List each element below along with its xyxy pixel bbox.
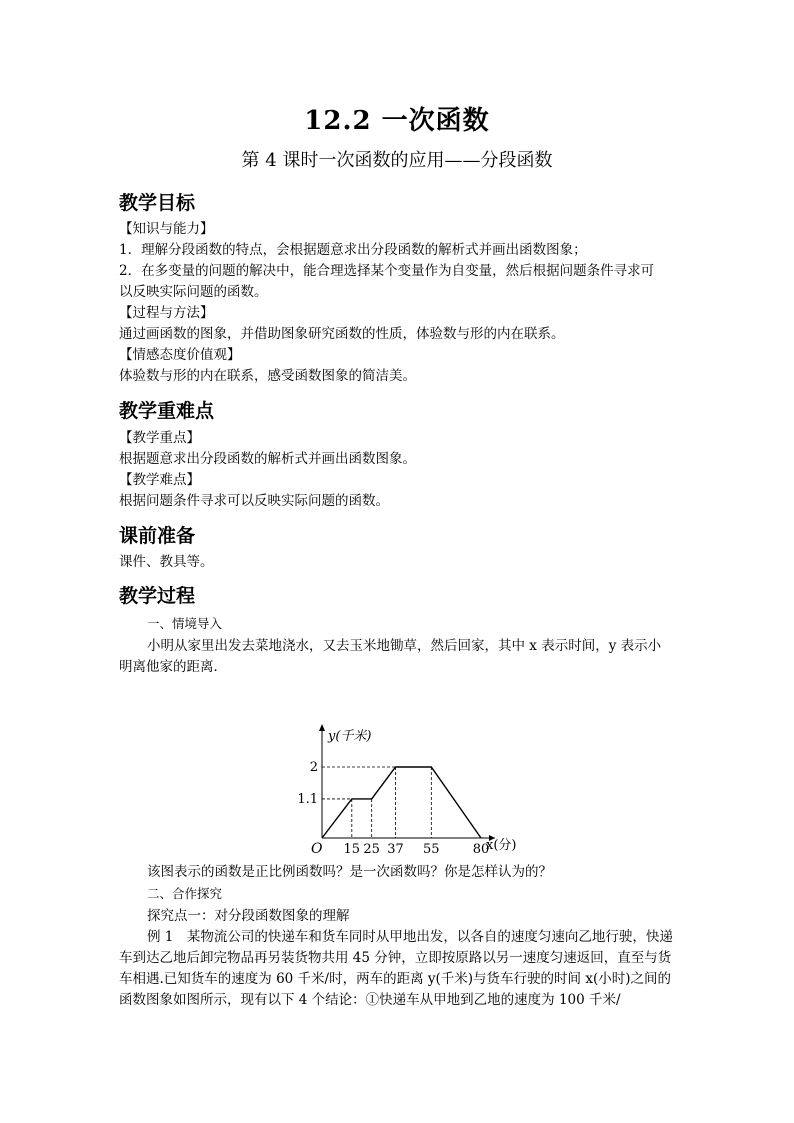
section-heading-key-points: 教学重难点: [119, 400, 215, 422]
intro-line2: 明离他家的距离．: [119, 659, 227, 675]
key-focus-line: 根据题意求出分段函数的解析式并画出函数图象。: [119, 451, 416, 467]
preparation-text: 课件、教具等。: [119, 554, 214, 570]
key-difficulty-line: 根据问题条件寻求可以反映实际问题的函数。: [119, 493, 389, 509]
objective-method-line1: 通过画函数的图象，并借助图象研究函数的性质，体验数与形的内在联系。: [119, 326, 565, 342]
x-tick-label-80: 80: [472, 842, 490, 857]
example1-paragraph: 例 1 某物流公司的快递车和货车同时从甲地出发，以各自的速度匀速向乙地行驶，快递车到达乙地后卸完物品再另装货物共用 45 分钟，立即按原路以另一速度匀速返回，直至与货车相遇.已知货车的速度为 60 千米/时，两车的距离 y(千米)与货车行驶的时间 x(小时)之间的函数图象如图所示，现有以下 4 个结论：①快递车从甲地到乙地的速度为 100 千米/: [119, 929, 673, 1008]
objective-knowledge-line1: 1．理解分段函数的特点，会根据题意求出分段函数的解析式并画出函数图象；: [119, 242, 587, 258]
section-heading-preparation: 课前准备: [119, 525, 196, 547]
section-heading-process: 教学过程: [119, 585, 196, 607]
x-axis-label: x(分): [486, 838, 517, 853]
y-axis-label: y(千米): [328, 729, 372, 744]
objective-knowledge-line2: 2．在多变量的问题的解决中，能合理选择某个变量作为自变量，然后根据问题条件寻求可: [119, 263, 655, 279]
objective-knowledge-line3: 以反映实际问题的函数。: [119, 284, 268, 300]
x-tick-label-37: 37: [387, 842, 404, 857]
x-tick-label-15: 15: [343, 842, 361, 857]
section-heading-objectives: 教学目标: [119, 192, 196, 214]
chart-group: [297, 724, 516, 857]
objective-attitude-head: 【情感态度价值观】: [119, 347, 241, 363]
y-axis-arrow: [319, 724, 325, 731]
y-tick-label-1-1: 1.1: [297, 791, 318, 807]
x-tick-label-55: 55: [423, 842, 440, 857]
origin-label: O: [311, 841, 323, 857]
doc-title: 12.2 一次函数: [304, 106, 490, 136]
objective-knowledge-head: 【知识与能力】: [119, 221, 214, 237]
objective-method-head: 【过程与方法】: [119, 305, 214, 321]
doc-subtitle: 第 4 课时一次函数的应用——分段函数: [241, 150, 553, 171]
key-focus-head: 【教学重点】: [119, 430, 200, 446]
objective-attitude-line1: 体验数与形的内在联系，感受函数图象的简洁美。: [119, 368, 416, 384]
graph-question: 该图表示的函数是正比例函数吗？是一次函数吗？你是怎样认为的？: [147, 864, 552, 880]
piecewise-function-graph: [290, 718, 520, 860]
intro-line1: 小明从家里出发去菜地浇水，又去玉米地锄草，然后回家，其中 x 表示时间，y 表示小: [147, 638, 662, 654]
x-tick-label-25: 25: [363, 842, 380, 857]
key-difficulty-head: 【教学难点】: [119, 472, 200, 488]
distance-series-line: [322, 767, 481, 838]
y-tick-label-2: 2: [309, 760, 318, 775]
process-step1: 一、情境导入: [147, 616, 223, 631]
explore-point1: 探究点一：对分段函数图象的理解: [147, 908, 350, 924]
process-step2: 二、合作探究: [147, 886, 223, 901]
